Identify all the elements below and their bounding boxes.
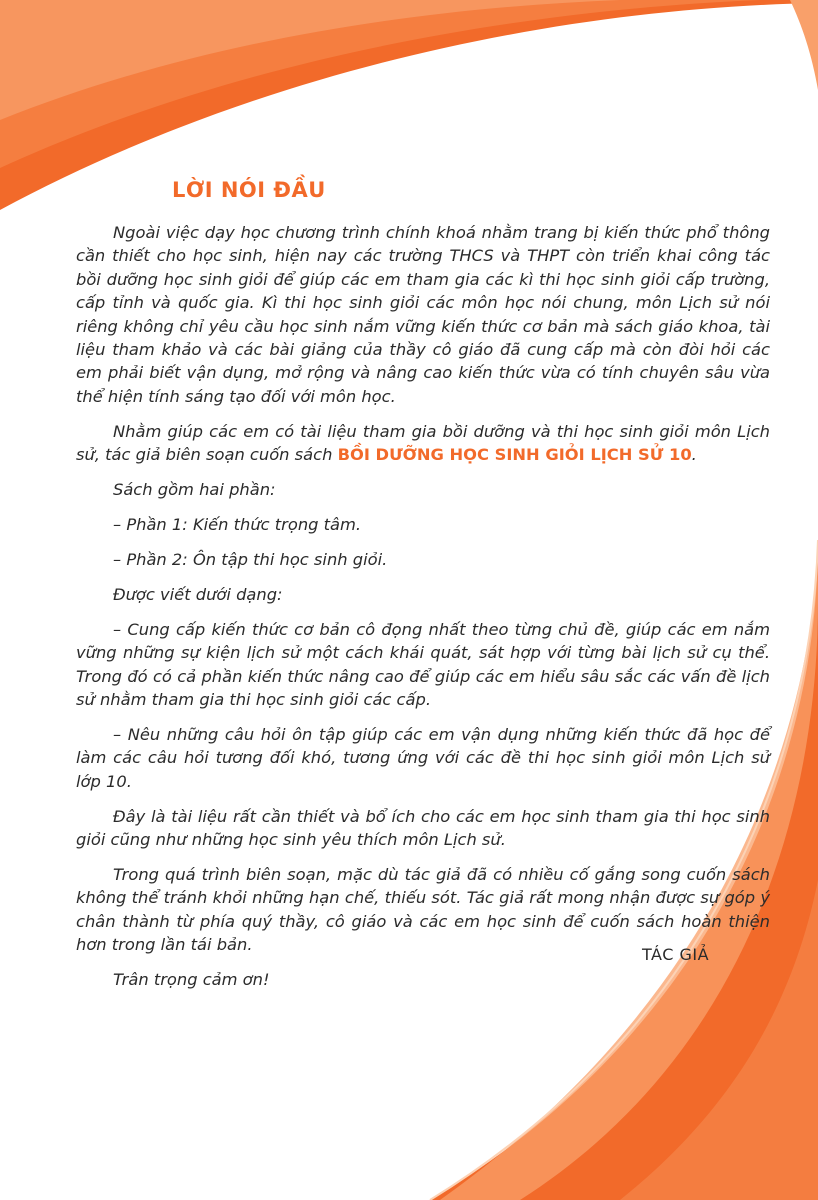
paragraph-purpose bbox=[76, 420, 770, 467]
page-title: LỜI NÓI ĐẦU bbox=[172, 178, 326, 202]
preface-body bbox=[76, 221, 770, 1003]
author-signature: TÁC GIẢ bbox=[642, 945, 710, 964]
list-item-part-2: – Phần 2: Ôn tập thi học sinh giỏi. bbox=[113, 549, 388, 569]
list-item-format-2: – Nêu những câu hỏi ôn tập giúp các em vận dụng những kiến thức đã học để làm các câu hỏi tương đối khó, tương ứng với các đề thi học sinh giỏi môn Lịch sử lớp 10. bbox=[76, 724, 770, 791]
book-title: BỒI DƯỠNG HỌC SINH GIỎI LỊCH SỬ 10 bbox=[337, 445, 692, 465]
paragraph-format: Được viết dưới dạng: bbox=[113, 584, 283, 604]
purpose-end: . bbox=[691, 445, 697, 465]
paragraph-usefulness: Đây là tài liệu rất cần thiết và bổ ích cho các em học sinh tham gia thi học sinh giỏi cũng như những học sinh yêu thích môn Lịch sử. bbox=[76, 806, 770, 849]
list-item-format-1: – Cung cấp kiến thức cơ bản cô đọng nhất theo từng chủ đề, giúp các em nắm vững những sự kiện lịch sử một cách khái quát, sát hợp với từng bài lịch sử cụ thể. Trong đó có cả phần kiến thức nâng cao để giúp các em hiểu sâu sắc các vấn đề lịch sử nhằm tham gia thi học sinh giỏi các cấp. bbox=[76, 619, 770, 709]
paragraph-feedback: Trong quá trình biên soạn, mặc dù tác giả đã có nhiều cố gắng song cuốn sách không thể tránh khỏi những hạn chế, thiếu sót. Tác giả rất mong nhận được sự góp ý chân thành từ phía quý thầy, cô giáo và các em học sinh để cuốn sách hoàn thiện hơn trong lần tái bản. bbox=[76, 864, 770, 955]
purpose-text: Nhằm giúp các em có tài liệu tham gia bồi dưỡng và thi học sinh giỏi môn Lịch sử, tác giả biên soạn cuốn sách bbox=[76, 421, 770, 465]
paragraph-thanks: Trân trọng cảm ơn! bbox=[113, 969, 270, 989]
top-right-swoosh bbox=[790, 0, 818, 90]
paragraph-intro: Ngoài việc dạy học chương trình chính khoá nhằm trang bị kiến thức phổ thông cần thiết cho học sinh, hiện nay các trường THCS và THPT còn triển khai công tác bồi dưỡng học sinh giỏi để giúp các em tham gia các kì thi học sinh giỏi cấp trường, cấp tỉnh và quốc gia. Kì thi học sinh giỏi các môn học nói chung, môn Lịch sử nói riêng không chỉ yêu cầu học sinh nắm vững kiến thức cơ bản mà sách giáo khoa, tài liệu tham khảo và các bài giảng của thầy cô giáo đã cung cấp mà còn đòi hỏi các em phải biết vận dụng, mở rộng và nâng cao kiến thức vừa có tính chuyên sâu vừa thể hiện tính sáng tạo đối với môn học. bbox=[76, 223, 770, 406]
paragraph-structure: Sách gồm hai phần: bbox=[113, 480, 276, 500]
list-item-part-1: – Phần 1: Kiến thức trọng tâm. bbox=[113, 514, 362, 534]
